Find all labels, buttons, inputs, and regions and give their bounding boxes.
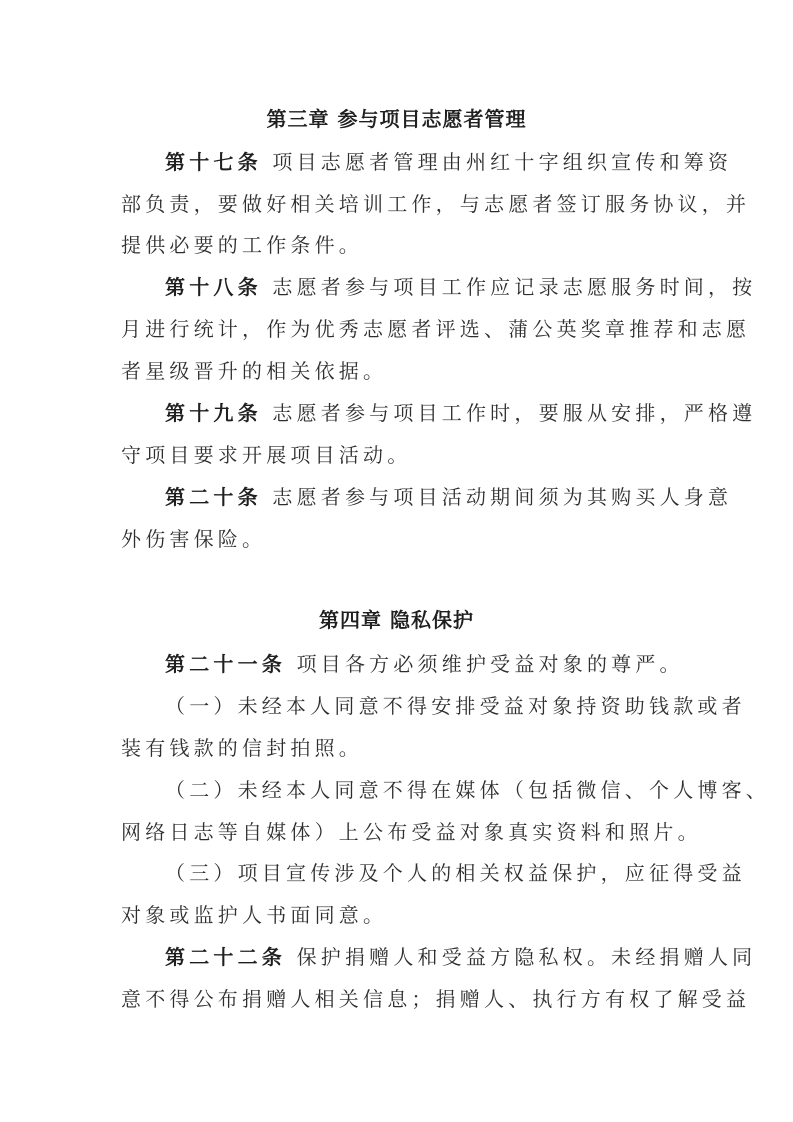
item-1-line-2: 装有钱款的信封拍照。	[121, 736, 363, 760]
article-21-line-1: 第二十一条 项目各方必须维护受益对象的尊严。	[165, 652, 684, 676]
article-22-line-2: 意不得公布捐赠人相关信息；捐赠人、执行方有权了解受益	[121, 987, 751, 1011]
chapter-4-title: 第四章 隐私保护	[319, 608, 474, 632]
article-21-label: 第二十一条	[165, 652, 286, 676]
article-19-label: 第十九条	[165, 401, 262, 425]
article-22-line-1: 第二十二条 保护捐赠人和受益方隐私权。未经捐赠人同	[165, 945, 757, 969]
article-18-line-2: 月进行统计，作为优秀志愿者评选、蒲公英奖章推荐和志愿	[121, 317, 751, 341]
article-17-label: 第十七条	[165, 150, 262, 174]
article-20-line-1: 第二十条 志愿者参与项目活动期间须为其购买人身意	[165, 485, 733, 509]
article-18-label: 第十八条	[165, 275, 262, 299]
article-17-line-2: 部负责，要做好相关培训工作，与志愿者签订服务协议，并	[121, 192, 751, 216]
article-18-line-1: 第十八条 志愿者参与项目工作应记录志愿服务时间，按	[165, 275, 757, 299]
article-17-line-1: 第十七条 项目志愿者管理由州红十字组织宣传和筹资	[165, 150, 733, 174]
article-20-label: 第二十条	[165, 485, 262, 509]
article-19-line-1: 第十九条 志愿者参与项目工作时，要服从安排，严格遵	[165, 401, 757, 425]
item-2-line-1: （二）未经本人同意不得在媒体（包括微信、个人博客、	[165, 778, 770, 802]
chapter-3-title: 第三章 参与项目志愿者管理	[266, 107, 527, 131]
article-22-label: 第二十二条	[165, 945, 286, 969]
article-20-line-2: 外伤害保险。	[121, 527, 267, 551]
item-2-line-2: 网络日志等自媒体）上公布受益对象真实资料和照片。	[121, 820, 702, 844]
item-1-line-1: （一）未经本人同意不得安排受益对象持资助钱款或者	[165, 694, 746, 718]
article-19-line-2: 守项目要求开展项目活动。	[121, 443, 412, 467]
article-17-line-3: 提供必要的工作条件。	[121, 233, 363, 257]
article-18-line-3: 者星级晋升的相关依据。	[121, 359, 388, 383]
item-3-line-1: （三）项目宣传涉及个人的相关权益保护，应征得受益	[165, 861, 746, 885]
item-3-line-2: 对象或监护人书面同意。	[121, 903, 388, 927]
